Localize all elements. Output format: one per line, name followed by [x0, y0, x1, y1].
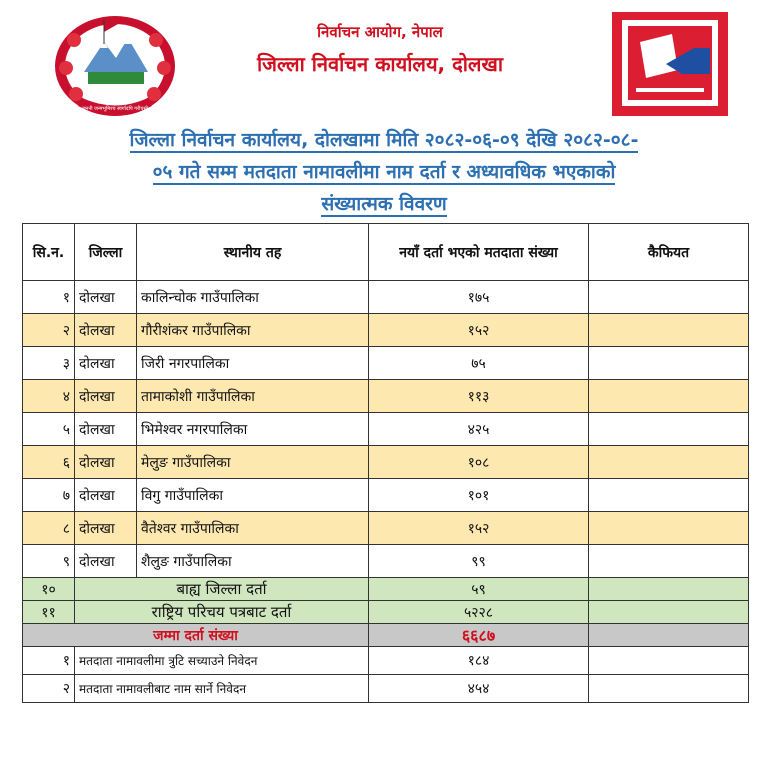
row-count: ७५ [369, 347, 589, 380]
header-new-voter-count: नयाँ दर्ता भएको मतदाता संख्या [369, 224, 589, 281]
table-row-application [23, 647, 749, 675]
row-remarks [589, 675, 749, 703]
row-local-level: कालिन्चोक गाउँपालिका [137, 281, 369, 314]
title-line-3: संख्यात्मक विवरण [321, 193, 447, 215]
page-title [14, 124, 754, 220]
row-sn: ७ [23, 479, 75, 512]
row-count: १५२ [369, 512, 589, 545]
total-count: ६६८७ [369, 624, 589, 647]
row-sn: ४ [23, 380, 75, 413]
row-district: दोलखा [75, 446, 137, 479]
row-district: दोलखा [75, 347, 137, 380]
row-label: मतदाता नामावलीमा त्रुटि सच्याउने निवेदन [75, 647, 369, 675]
row-local-level: तामाकोशी गाउँपालिका [137, 380, 369, 413]
row-label: राष्ट्रिय परिचय पत्रबाट दर्ता [75, 601, 369, 624]
row-remarks [589, 624, 749, 647]
row-remarks [589, 347, 749, 380]
row-count: ९९ [369, 545, 589, 578]
voter-registration-table [22, 223, 749, 703]
row-sn: ५ [23, 413, 75, 446]
row-district: दोलखा [75, 314, 137, 347]
row-count: १०१ [369, 479, 589, 512]
row-count: १८४ [369, 647, 589, 675]
row-sn: ९ [23, 545, 75, 578]
total-label: जम्मा दर्ता संख्या [23, 624, 369, 647]
emblem-ribbon-text: जननी जन्मभूमिश्च स्वर्गादपि गरीयसी [81, 106, 149, 112]
row-count: ४५४ [369, 675, 589, 703]
row-remarks [589, 446, 749, 479]
header-remarks: कैफियत [589, 224, 749, 281]
row-district: दोलखा [75, 479, 137, 512]
row-label: मतदाता नामावलीबाट नाम सार्ने निवेदन [75, 675, 369, 703]
row-count: ४२५ [369, 413, 589, 446]
table-header-row [23, 224, 749, 281]
row-local-level: शैलुङ गाउँपालिका [137, 545, 369, 578]
table-row [23, 347, 749, 380]
row-sn: १ [23, 647, 75, 675]
table-row [23, 413, 749, 446]
row-remarks [589, 647, 749, 675]
row-local-level: विगु गाउँपालिका [137, 479, 369, 512]
row-remarks [589, 512, 749, 545]
row-count: ५९ [369, 578, 589, 601]
table-row-total [23, 624, 749, 647]
row-district: दोलखा [75, 281, 137, 314]
row-remarks [589, 380, 749, 413]
ballot-box-logo-icon [612, 12, 728, 116]
row-local-level: वैतेश्वर गाउँपालिका [137, 512, 369, 545]
row-district: दोलखा [75, 545, 137, 578]
row-local-level: मेलुङ गाउँपालिका [137, 446, 369, 479]
title-line-1: जिल्ला निर्वाचन कार्यालय, दोलखामा मिति २०८२-०६-०९ देखि २०८२-०८- [129, 129, 639, 151]
table-row [23, 380, 749, 413]
header-sn: सि.न. [23, 224, 75, 281]
row-count: १०८ [369, 446, 589, 479]
row-local-level: भिमेश्वर नगरपालिका [137, 413, 369, 446]
row-local-level: जिरी नगरपालिका [137, 347, 369, 380]
table-row-application [23, 675, 749, 703]
row-local-level: गौरीशंकर गाउँपालिका [137, 314, 369, 347]
row-sn: २ [23, 675, 75, 703]
row-remarks [589, 314, 749, 347]
row-district: दोलखा [75, 380, 137, 413]
table-row [23, 545, 749, 578]
commission-name: निर्वाचन आयोग, नेपाल [317, 23, 443, 41]
header-local-level: स्थानीय तह [137, 224, 369, 281]
row-district: दोलखा [75, 413, 137, 446]
row-sn: ६ [23, 446, 75, 479]
row-count: १५२ [369, 314, 589, 347]
row-count: ५२२८ [369, 601, 589, 624]
row-remarks [589, 601, 749, 624]
office-name: जिल्ला निर्वाचन कार्यालय, दोलखा [256, 52, 504, 76]
row-sn: ३ [23, 347, 75, 380]
row-sn: ११ [23, 601, 75, 624]
row-remarks [589, 281, 749, 314]
row-district: दोलखा [75, 512, 137, 545]
row-remarks [589, 578, 749, 601]
table-row [23, 281, 749, 314]
table-row [23, 446, 749, 479]
row-sn: १० [23, 578, 75, 601]
title-line-2: ०५ गते सम्म मतदाता नामावलीमा नाम दर्ता र अध्यावधिक भएकाको [152, 161, 616, 183]
header-district: जिल्ला [75, 224, 137, 281]
row-sn: ८ [23, 512, 75, 545]
table-row [23, 512, 749, 545]
row-remarks [589, 545, 749, 578]
table-row-external [23, 578, 749, 601]
row-count: ११३ [369, 380, 589, 413]
row-remarks [589, 479, 749, 512]
table-row [23, 479, 749, 512]
row-sn: २ [23, 314, 75, 347]
table-row [23, 314, 749, 347]
row-label: बाह्य जिल्ला दर्ता [75, 578, 369, 601]
table-row-national-id [23, 601, 749, 624]
row-remarks [589, 413, 749, 446]
row-sn: १ [23, 281, 75, 314]
row-count: १७५ [369, 281, 589, 314]
